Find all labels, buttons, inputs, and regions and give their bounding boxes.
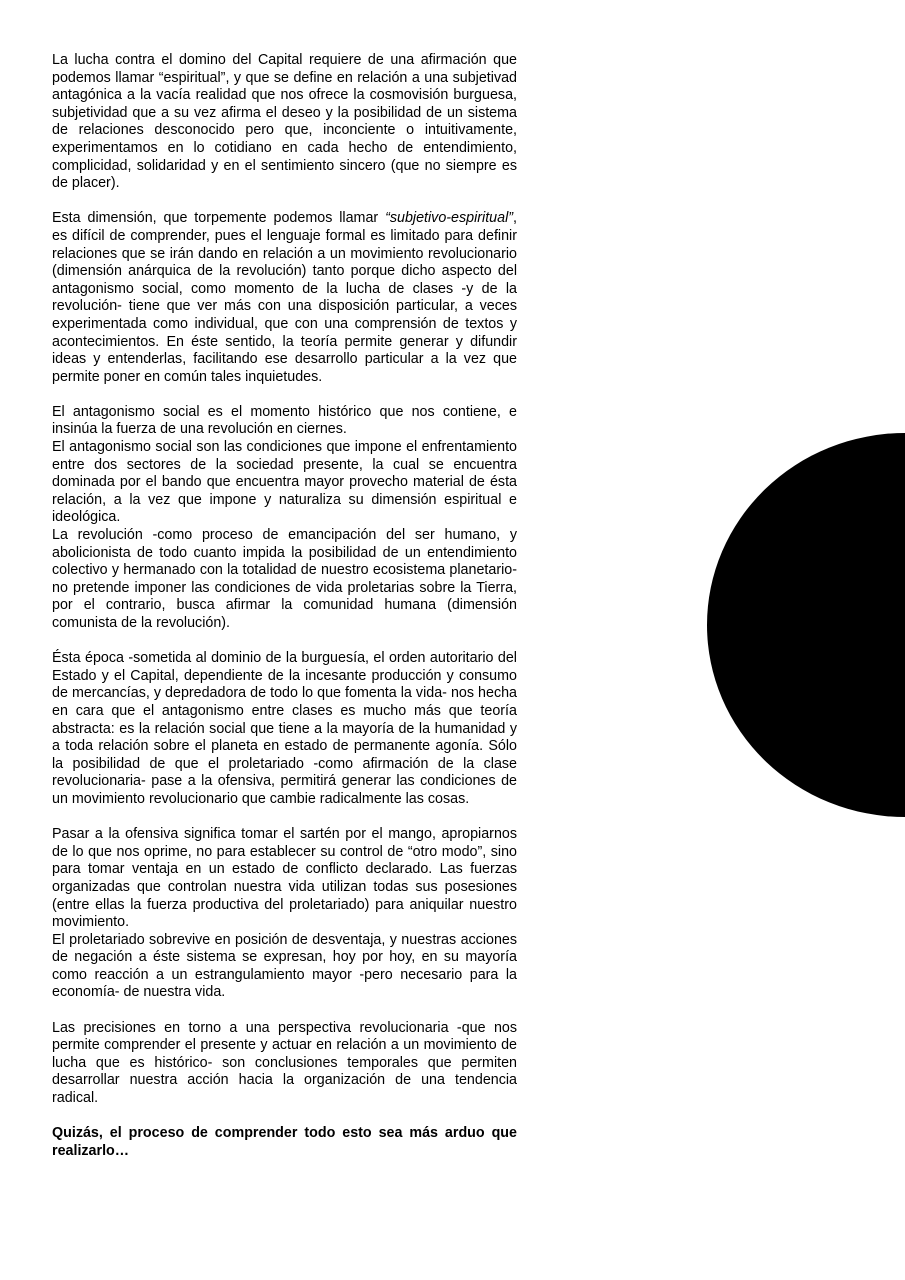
paragraph-6: Las precisiones en torno a una perspectiva revolucionaria -que nos permite comprender el presente y actuar en relación a un movimiento de lucha que es histórico- son conclusiones temporales que permiten desarrollar nuestra acción hacia la organización de una tendencia radical. [52, 1019, 517, 1107]
paragraph-2-rest: , es difícil de comprender, pues el lenguaje formal es limitado para definir relaciones que se irán dando en relación a un movimiento revolucionario (dimensión anárquica de la revolución) tanto porque dicho aspecto del antagonismo social, como momento de la lucha de clases -y de la revolución- tiene que ver más con una disposición particular, a veces experimentada como individual, que con una comprensión de textos y acontecimientos. En éste sentido, la teoría permite generar y difundir ideas y entenderlas, facilitando ese desarrollo particular a la vez que permite poner en común tales inquietudes. [52, 210, 517, 385]
paragraph-3a: El antagonismo social es el momento histórico que nos contiene, e insinúa la fuerza de una revolución en ciernes. [52, 403, 517, 438]
body-text [52, 52, 517, 1160]
half-circle-shape [707, 433, 905, 817]
paragraph-4: Ésta época -sometida al dominio de la burguesía, el orden autoritario del Estado y el Capital, dependiente de la incesante producción y consumo de mercancías, y depredadora de todo lo que fomenta la vida- nos hecha en cara que el antagonismo entre clases es mucho más que teoría abstracta: es la relación social que tiene a la mayoría de la humanidad y a toda relación sobre el planeta en estado de permanente agonía. Sólo la posibilidad de que el proletariado -como afirmación de la clase revolucionaria- pase a la ofensiva, permitirá generar las condiciones de un movimiento revolucionario que cambie radicalmente las cosas. [52, 650, 517, 807]
closing-statement: Quizás, el proceso de comprender todo esto sea más arduo que realizarlo… [52, 1125, 517, 1159]
paragraph-5a: Pasar a la ofensiva significa tomar el sartén por el mango, apropiarnos de lo que nos oprime, no para establecer su control de “otro modo”, sino para tomar ventaja en un estado de conflicto declarado. Las fuerzas organizadas que controlan nuestra vida utilizan todas sus posesiones (entre ellas la fuerza productiva del proletariado) para aniquilar nuestro movimiento. [52, 826, 517, 931]
paragraph-2 [52, 210, 517, 386]
paragraph-1: La lucha contra el domino del Capital requiere de una afirmación que podemos llamar “espiritual”, y que se define en relación a una subjetivad antagónica a la vacía realidad que nos ofrece la cosmovisión burguesa, subjetividad que a su vez afirma el deseo y la posibilidad de un sistema de relaciones desconocido pero que, inconciente o intuitivamente, experimentamos en lo cotidiano en cada hecho de entendimiento, complicidad, solidaridad y en el sentimiento sincero (que no siempre es de placer). [52, 52, 517, 192]
paragraph-2-emphasis: “subjetivo-espiritual” [385, 210, 514, 227]
paragraph-5b: El proletariado sobrevive en posición de desventaja, y nuestras acciones de negación a éste sistema se expresan, hoy por hoy, en su mayoría como reacción a un estrangulamiento mayor -pero necesario para la economía- de nuestra vida. [52, 931, 517, 1001]
paragraph-3b: El antagonismo social son las condiciones que impone el enfrentamiento entre dos sectores de la sociedad presente, la cual se encuentra dominada por el bando que encuentra mayor provecho material de ésta relación, a la vez que impone y naturaliza su dimensión espiritual e ideológica. [52, 439, 517, 526]
paragraph-2-lead: Esta dimensión, que torpemente podemos llamar [52, 210, 386, 227]
paragraph-3c: La revolución -como proceso de emancipación del ser humano, y abolicionista de todo cuanto impida la posibilidad de un entendimiento colectivo y hermanado con la totalidad de nuestro ecosistema planetario- no pretende imponer las condiciones de vida proletarias sobre la Tierra, por el contrario, busca afirmar la comunidad humana (dimensión comunista de la revolución). [52, 527, 517, 631]
